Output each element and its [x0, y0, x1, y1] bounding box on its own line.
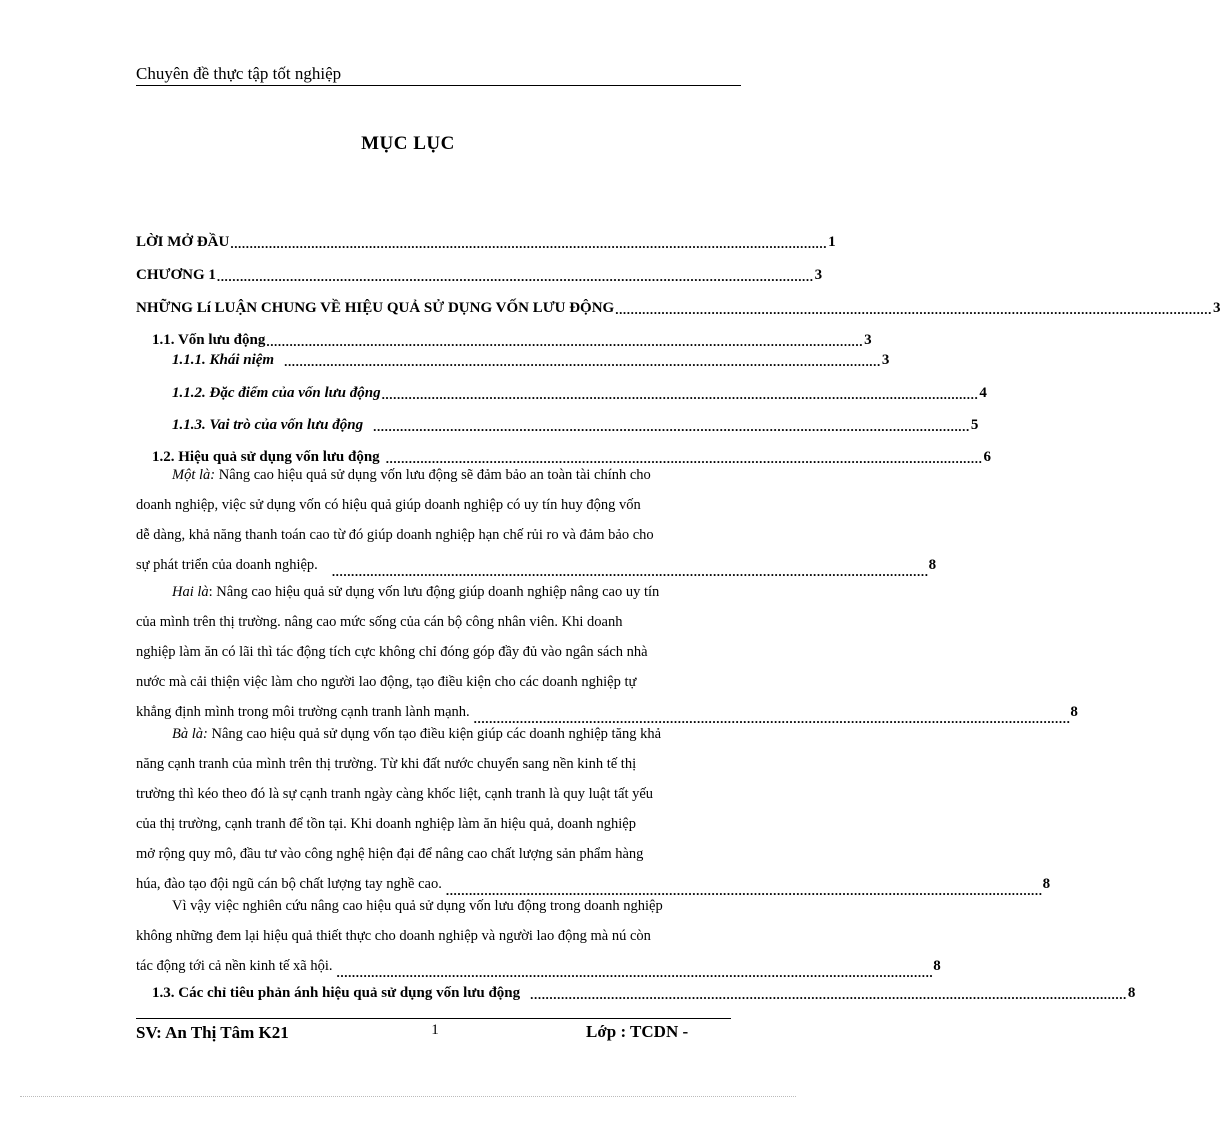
toc-leader: ...........................................................................................................................................................	[385, 451, 983, 466]
toc-page: 8	[1070, 704, 1078, 720]
paragraph-lead: Bà là:	[172, 726, 208, 742]
paragraph-hai-la: Hai là: Nâng cao hiệu quả sử dụng vốn lưu động giúp doanh nghiệp nâng cao uy tín của mình trên thị trường. nâng cao mức sống của cán bộ công nhân viên. Khi doanh nghiệp làm ăn có lãi thì tác động tích cực không chỉ đóng góp đầy đủ vào ngân sách nhà nước mà cải thiện việc làm cho người lao động, tạo điều kiện cho các doanh nghiệp tự khẳng định mình trong môi trường cạnh tranh lành mạnh. ........................................................................................................................................................... 8	[136, 584, 1078, 726]
page-title: MỤC LỤC	[361, 133, 455, 154]
toc-leader: ...........................................................................................................................................................	[473, 711, 1071, 726]
toc-leader: ...........................................................................................................................................................	[216, 269, 814, 284]
paragraph-ba-la: Bà là: Nâng cao hiệu quả sử dụng vốn tạo điều kiện giúp các doanh nghiệp tăng khả năng cạnh tranh của mình trên thị trường. Từ khi đất nước chuyển sang nền kinh tế thị trường thì kéo theo đó là sự cạnh tranh ngày càng khốc liệt, cạnh tranh là quy luật tất yếu của thị trường, cạnh tranh để tồn tại. Khi doanh nghiệp làm ăn hiệu quả, doanh nghiệp mở rộng quy mô, đầu tư vào công nghệ hiện đại để nâng cao chất lượng sản phẩm hàng húa, đào tạo đội ngũ cán bộ chất lượng tay nghề cao. ........................................................................................................................................................... 8	[136, 726, 1051, 898]
toc-label: NHỮNG Lí LUẬN CHUNG VỀ HIỆU QUẢ SỬ DỤNG VỐN LƯU ĐỘNG	[136, 300, 615, 316]
toc-leader: ...........................................................................................................................................................	[266, 334, 864, 349]
toc-label: 1.1.1. Khái niệm	[172, 352, 275, 368]
page-header: Chuyên đề thực tập tốt nghiệp	[136, 64, 342, 83]
toc-label: 1.1.3. Vai trò của vốn lưu động	[172, 417, 364, 433]
toc-page: 3	[864, 332, 872, 348]
toc-label: LỜI MỞ ĐẦU	[136, 234, 230, 250]
toc-leader: ...........................................................................................................................................................	[445, 883, 1043, 898]
toc-entry-1-1[interactable]	[152, 331, 872, 349]
toc-leader: ...........................................................................................................................................................	[381, 387, 979, 402]
toc-page: 3	[814, 267, 823, 283]
paragraph-lead: Hai là	[172, 584, 209, 600]
toc-page: 8	[1042, 876, 1051, 892]
toc-entry-1-1-3[interactable]	[172, 416, 979, 434]
toc-label: 1.1. Vốn lưu động	[152, 332, 266, 348]
paragraph-mot-la: Một là: Nâng cao hiệu quả sử dụng vốn lưu động sẽ đảm bảo an toàn tài chính cho doanh nghiệp, việc sử dụng vốn có hiệu quả giúp doanh nghiệp có uy tín huy động vốn dễ dàng, khả năng thanh toán cao từ đó giúp doanh nghiệp hạn chế rủi ro và đảm bảo cho sự phát triển của doanh nghiệp. ........................................................................................................................................................... 8	[136, 467, 937, 579]
toc-entry-loi-mo-dau[interactable]	[136, 233, 836, 251]
toc-page: 8	[933, 958, 941, 974]
footer-student: SV: An Thị Tâm K21	[136, 1023, 289, 1042]
toc-page: 3	[881, 352, 890, 368]
toc-page: 1	[828, 234, 836, 250]
toc-label: 1.2. Hiệu quả sử dụng vốn lưu động	[152, 449, 380, 465]
paragraph-lead: Một là:	[172, 467, 216, 483]
footer-page-number: 1	[431, 1022, 439, 1038]
toc-leader: ...........................................................................................................................................................	[530, 987, 1127, 1002]
footer-rule	[136, 1018, 731, 1019]
toc-label: 1.3. Các chỉ tiêu phản ánh hiệu quả sử dụng vốn lưu động	[152, 985, 521, 1001]
toc-label: CHƯƠNG 1	[136, 267, 216, 283]
toc-leader: ...........................................................................................................................................................	[615, 302, 1212, 317]
toc-leader: ...........................................................................................................................................................	[331, 564, 929, 579]
toc-page: 5	[970, 417, 979, 433]
toc-entry-nhung-li-luan[interactable]	[136, 299, 1220, 317]
toc-label: 1.1.2. Đặc điểm của vốn lưu động	[172, 385, 381, 401]
footer-class: Lớp : TCDN -	[586, 1022, 689, 1041]
page-break-dots	[20, 1096, 796, 1097]
toc-leader: ...........................................................................................................................................................	[373, 419, 970, 434]
paragraph-vi-vay: Vì vậy việc nghiên cứu nâng cao hiệu quả sử dụng vốn lưu động trong doanh nghiệp không những đem lại hiệu quả thiết thực cho doanh nghiệp và người lao động mà nú còn tác động tới cả nền kinh tế xã hội. ........................................................................................................................................................... 8	[136, 898, 941, 980]
toc-page: 8	[928, 557, 937, 573]
toc-page: 8	[1127, 985, 1136, 1001]
toc-entry-chuong-1[interactable]	[136, 266, 823, 284]
toc-leader: ...........................................................................................................................................................	[336, 965, 934, 980]
toc-page: 4	[979, 385, 987, 401]
toc-leader: ...........................................................................................................................................................	[284, 354, 881, 369]
toc-entry-1-1-1[interactable]	[172, 351, 890, 369]
toc-page: 6	[983, 449, 991, 465]
toc-leader: ...........................................................................................................................................................	[230, 236, 828, 251]
toc-entry-1-1-2[interactable]	[172, 384, 987, 402]
toc-page: 3	[1212, 300, 1220, 316]
toc-entry-1-3[interactable]	[152, 984, 1136, 1002]
